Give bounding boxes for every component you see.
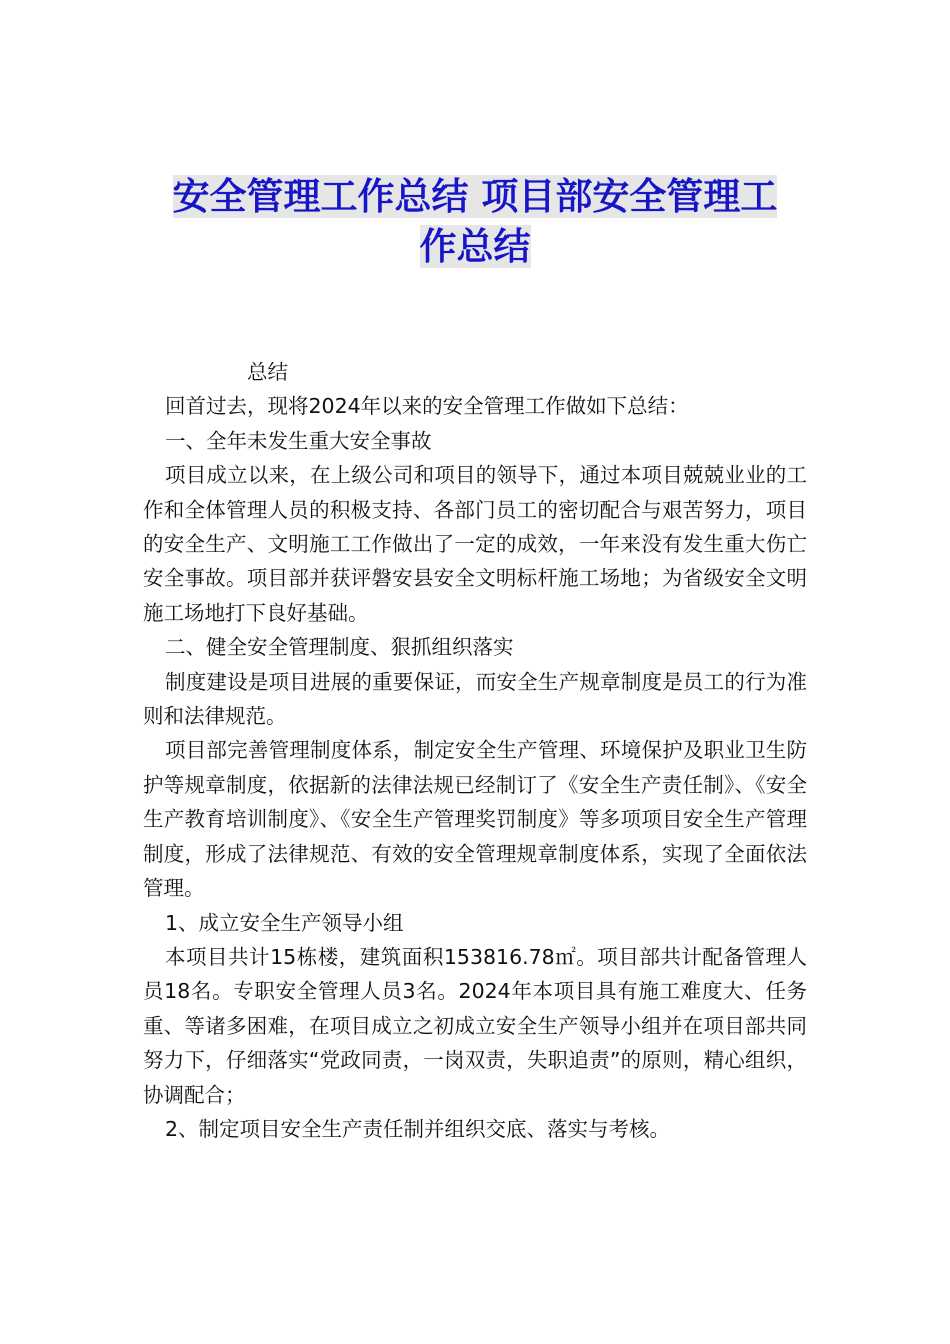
- document-title: [120, 172, 830, 272]
- section-heading-1: 一、全年未发生重大安全事故: [165, 428, 432, 453]
- summary-label: 总结: [247, 360, 288, 384]
- subsection-heading-1: 1、成立安全生产领导小组: [165, 910, 404, 935]
- paragraph: 本项目共计15栋楼，建筑面积153816.78㎡。项目部共计配备管理人员18名。专职安全管理人员3名。2024年本项目具有施工难度大、任务重、等诸多困难，在项目成立之初成立安全生产领导小组并在项目部共同努力下，仔细落实“党政同责，一岗双责，失职追责”的原则，精心组织，协调配合；: [143, 944, 807, 1107]
- title-line-1: 安全管理工作总结 项目部安全管理工: [172, 175, 778, 218]
- paragraph: 制度建设是项目进展的重要保证，而安全生产规章制度是员工的行为准则和法律规范。: [143, 669, 807, 729]
- paragraph: 项目成立以来，在上级公司和项目的领导下，通过本项目兢兢业业的工作和全体管理人员的积极支持、各部门员工的密切配合与艰苦努力，项目的安全生产、文明施工工作做出了一定的成效，一年来没有发生重大伤亡安全事故。项目部并获评磐安县安全文明标杆施工场地；为省级安全文明施工场地打下良好基础。: [143, 463, 807, 625]
- intro-paragraph: 回首过去，现将2024年以来的安全管理工作做如下总结：: [165, 394, 689, 419]
- paragraph: 项目部完善管理制度体系，制定安全生产管理、环境保护及职业卫生防护等规章制度，依据新的法律法规已经制订了《安全生产责任制》、《安全生产教育培训制度》、《安全生产管理奖罚制度》等多项项目安全生产管理制度，形成了法律规范、有效的安全管理规章制度体系，实现了全面依法管理。: [143, 738, 807, 901]
- section-heading-2: 二、健全安全管理制度、狠抓组织落实: [165, 635, 514, 660]
- document-body: [143, 355, 807, 1146]
- subsection-heading-2: 2、制定项目安全生产责任制并组织交底、落实与考核。: [165, 1116, 671, 1141]
- title-line-2: 作总结: [419, 225, 531, 268]
